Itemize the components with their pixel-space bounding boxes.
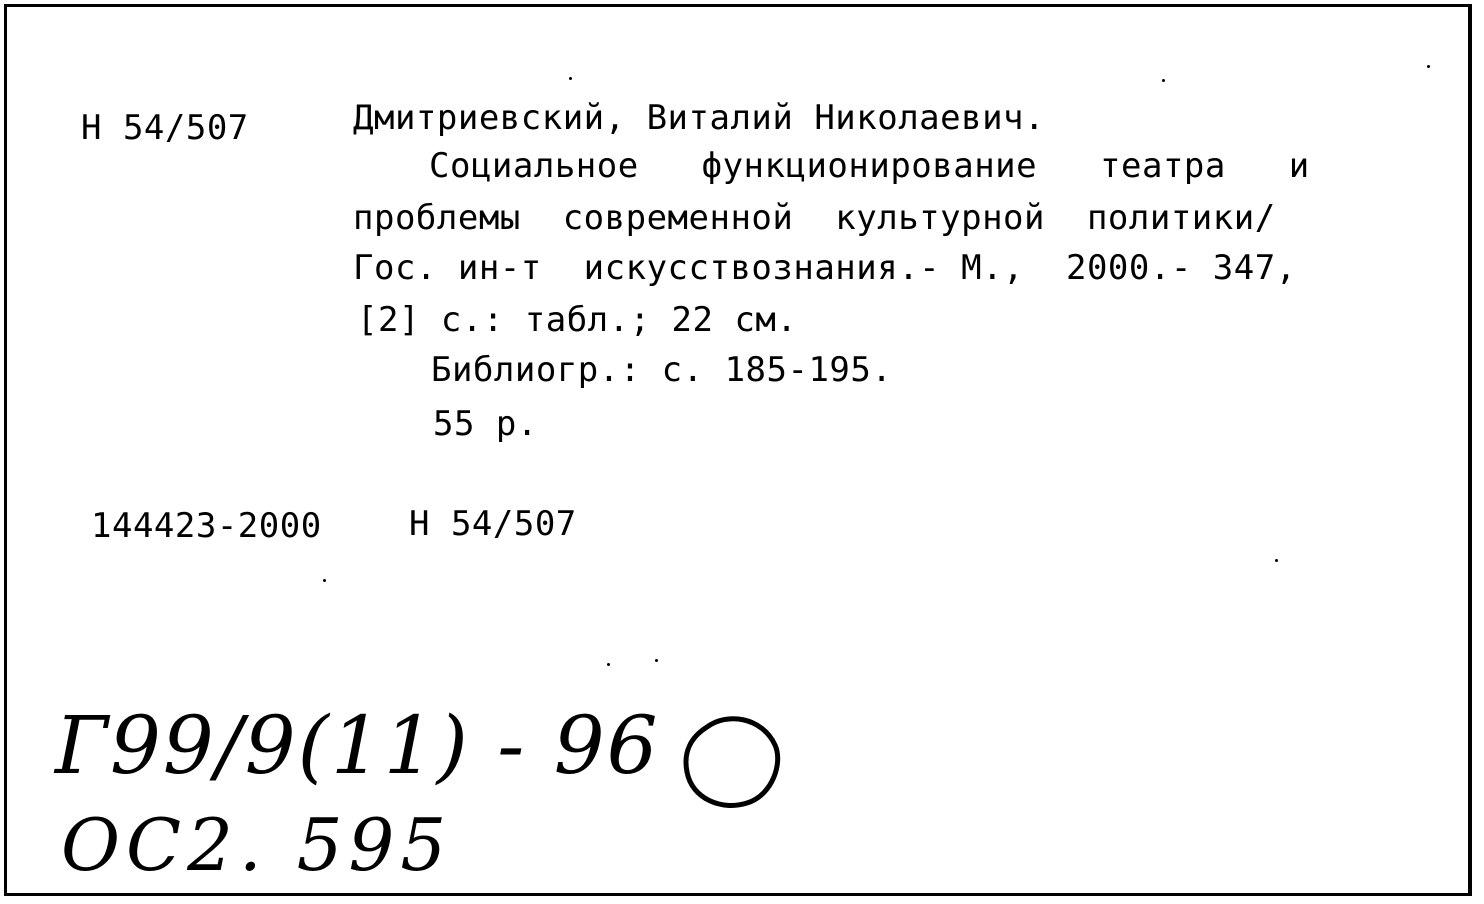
call-number: Н 54/507 <box>81 108 249 148</box>
speck <box>569 77 572 80</box>
price-note: 55 р. <box>433 404 538 444</box>
title-line-2: проблемы современной культурной политики/ <box>353 198 1276 238</box>
speck <box>1427 65 1430 68</box>
title-line-3: Гос. ин-т искусствознания.- М., 2000.- 347, <box>353 248 1297 288</box>
handwritten-classification: Г99/9(11) - 96 <box>55 699 660 792</box>
author-heading: Дмитриевский, Виталий Николаевич. <box>353 98 1046 138</box>
title-line-1: Социальное функционирование театра и <box>429 146 1310 186</box>
speck <box>607 663 610 666</box>
title-line-4: [2] с.: табл.; 22 см. <box>357 300 798 340</box>
handwritten-index: ОС2. 595 <box>61 803 453 887</box>
catalog-card <box>4 4 1472 896</box>
accession-call-number: Н 54/507 <box>409 504 577 544</box>
speck <box>323 579 326 582</box>
bibliography-note: Библиогр.: с. 185-195. <box>431 350 893 390</box>
speck <box>1275 559 1278 562</box>
accession-number: 144423-2000 <box>91 506 322 546</box>
speck <box>1162 79 1165 82</box>
hand-drawn-circle-icon <box>677 707 787 817</box>
speck <box>655 659 658 662</box>
